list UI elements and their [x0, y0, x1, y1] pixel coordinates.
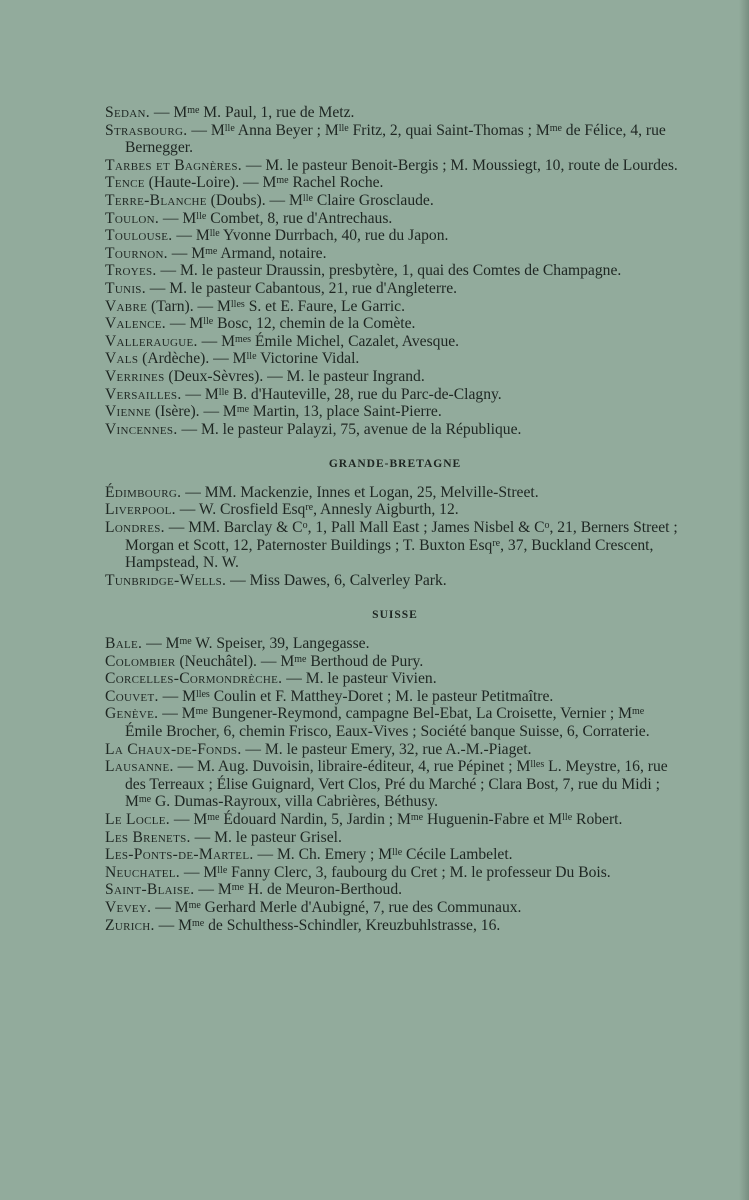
directory-entry	[105, 280, 685, 298]
entry-text: (Tarn). — $M^{lles}$ S. et E. Faure, Le Garric.	[147, 297, 406, 315]
section-heading: GRANDE-BRETAGNE	[328, 458, 462, 471]
directory-entry	[105, 705, 685, 740]
entry-text: — M. le pasteur Draussin, presbytère, 1, quai des Comtes de Champagne.	[156, 262, 622, 280]
entry-text: (Deux-Sèvres). — M. le pasteur Ingrand.	[164, 367, 425, 385]
directory-entry	[105, 386, 685, 404]
directory-entry	[105, 917, 685, 935]
directory-entry	[105, 572, 685, 590]
entry-text: — M. Aug. Duvoisin, libraire-éditeur, 4, rue Pépinet ; $M^{lles}$ L. Meystre, 16, rue des Terreaux ; Élise Guignard, Vert Clos, Pré du Marché ; Clara Bost, 7, rue du Midi ; $M^{me}$ G. Dumas-Rayroux, villa Cabrières, Béthusy.	[125, 758, 668, 811]
entry-text: — $M^{me}$ W. Speiser, 39, Langegasse.	[142, 635, 370, 653]
directory-entry	[105, 210, 685, 228]
entry-text: — $M^{lle}$ Anna Beyer ; $M^{lle}$ Fritz, 2, quai Saint-Thomas ; $M^{me}$ de Félice, 4, rue Bernegger.	[125, 121, 666, 157]
entry-text: — M. le pasteur Palayzi, 75, avenue de la République.	[177, 420, 522, 438]
directory-entry	[105, 122, 685, 157]
directory-entry	[105, 635, 685, 653]
entry-place: Londres.	[105, 519, 165, 537]
directory-entry	[105, 245, 685, 263]
entry-place: Lausanne.	[105, 758, 174, 776]
directory-entry	[105, 811, 685, 829]
entry-text: — $M^{lle}$ Combet, 8, rue d'Antrechaus.	[159, 209, 393, 227]
entry-text: — $M^{me}$ Armand, notaire.	[167, 244, 327, 262]
directory-entry	[105, 881, 685, 899]
directory-entry	[105, 104, 685, 122]
entry-text: — M. le pasteur Grisel.	[190, 828, 342, 846]
directory-entry	[105, 846, 685, 864]
section-heading: SUISSE	[372, 609, 418, 622]
entry-place: Valleraugue.	[105, 332, 198, 350]
directory-entry	[105, 157, 685, 175]
entry-place: Zurich.	[105, 916, 155, 934]
entry-place: Neuchatel.	[105, 863, 180, 881]
entry-place: Liverpool.	[105, 501, 176, 519]
entry-place: Tunis.	[105, 279, 146, 297]
entry-place: Édimbourg.	[105, 483, 182, 501]
entry-place: Les-Ponts-de-Martel.	[105, 846, 254, 864]
entry-place: Troyes.	[105, 262, 157, 280]
entry-place: La Chaux-de-Fonds.	[105, 740, 242, 758]
directory-entry	[105, 864, 685, 882]
directory-entry	[105, 741, 685, 759]
directory-listing	[105, 104, 685, 934]
entry-place: Tarbes et Bagnères.	[105, 156, 242, 174]
entry-place: Genève.	[105, 705, 159, 723]
entry-text: — $M^{me}$ H. de Meuron-Berthoud.	[194, 881, 403, 899]
entry-place: Les Brenets.	[105, 828, 191, 846]
directory-entry	[105, 298, 685, 316]
entry-place: Versailles.	[105, 385, 182, 403]
entry-place: Terre-Blanche	[105, 191, 207, 209]
entry-text: (Neuchâtel). — $M^{me}$ Berthoud de Pury.	[175, 652, 424, 670]
directory-entry	[105, 368, 685, 386]
directory-entry	[105, 262, 685, 280]
entry-place: Bale.	[105, 635, 143, 653]
entry-text: — M. le pasteur Vivien.	[282, 670, 437, 688]
entry-place: Tournon.	[105, 244, 168, 262]
entry-place: Saint-Blaise.	[105, 881, 195, 899]
entry-place: Vincennes.	[105, 420, 178, 438]
entry-place: Colombier	[105, 652, 176, 670]
entry-place: Vals	[105, 350, 139, 368]
entry-text: — MM. Barclay & $C^o$, 1, Pall Mall East ; James Nisbel & $C^o$, 21, Berners Street ; Morgan et Scott, 12, Paternoster Buildings ; T. Buxton Esq$^{re}$, 37, Buckland Crescent, Hampstead, N. W.	[125, 519, 678, 572]
entry-place: Vevey.	[105, 898, 152, 916]
entry-place: Toulon.	[105, 209, 160, 227]
directory-entry	[105, 350, 685, 368]
entry-place: Sedan.	[105, 104, 150, 121]
entry-text: (Haute-Loire). — $M^{me}$ Rachel Roche.	[144, 174, 384, 192]
directory-entry	[105, 670, 685, 688]
directory-entry	[105, 421, 685, 439]
entry-text: — MM. Mackenzie, Innes et Logan, 25, Melville-Street.	[181, 483, 539, 501]
directory-entry	[105, 333, 685, 351]
entry-text: — $M^{me}$ Gerhard Merle d'Aubigné, 7, rue des Communaux.	[151, 898, 522, 916]
directory-entry	[105, 519, 685, 572]
entry-place: Toulouse.	[105, 227, 173, 245]
directory-entry	[105, 899, 685, 917]
entry-place: Le Locle.	[105, 810, 170, 828]
entry-text: — $M^{me}$ Bungener-Reymond, campagne Bel-Ebat, La Croisette, Vernier ; $M^{me}$ Émile Brocher, 6, chemin Frisco, Eaux-Vives ; Société banque Suisse, 6, Corraterie.	[125, 705, 650, 740]
entry-place: Vabre	[105, 297, 148, 315]
entry-place: Valence.	[105, 315, 166, 333]
directory-entry	[105, 758, 685, 811]
entry-text: — M. le pasteur Emery, 32, rue A.-M.-Piaget.	[241, 740, 532, 758]
directory-entry	[105, 829, 685, 847]
entry-place: Strasbourg.	[105, 121, 188, 139]
directory-entry	[105, 192, 685, 210]
directory-entry	[105, 315, 685, 333]
directory-entry	[105, 653, 685, 671]
entry-text: — $M^{lle}$ Fanny Clerc, 3, faubourg du Cret ; M. le professeur Du Bois.	[180, 863, 611, 881]
entry-text: (Isère). — $M^{me}$ Martin, 13, place Saint-Pierre.	[151, 403, 442, 421]
entry-place: Couvet.	[105, 687, 159, 705]
directory-entry	[105, 174, 685, 192]
entry-text: — Miss Dawes, 6, Calverley Park.	[226, 571, 447, 589]
directory-entry	[105, 484, 685, 502]
entry-text: (Doubs). — $M^{lle}$ Claire Grosclaude.	[206, 191, 434, 209]
entry-text: — M. Ch. Emery ; $M^{lle}$ Cécile Lambelet.	[253, 846, 513, 864]
entry-place: Tunbridge-Wells.	[105, 571, 227, 589]
directory-entry	[105, 501, 685, 519]
entry-text: — $M^{lle}$ Yvonne Durrbach, 40, rue du Japon.	[172, 227, 449, 245]
directory-entry	[105, 227, 685, 245]
entry-text: — $M^{me}$ de Schulthess-Schindler, Kreuzbuhlstrasse, 16.	[154, 916, 501, 934]
entry-text: — $M^{lles}$ Coulin et F. Matthey-Doret ; M. le pasteur Petitmaître.	[158, 687, 554, 705]
entry-text: (Ardèche). — $M^{lle}$ Victorine Vidal.	[138, 350, 360, 368]
entry-place: Tence	[105, 174, 145, 192]
entry-text: — $M^{me}$ Édouard Nardin, 5, Jardin ; $M^{me}$ Huguenin-Fabre et $M^{lle}$ Robert.	[170, 810, 623, 828]
entry-place: Verrines	[105, 367, 165, 385]
directory-entry	[105, 688, 685, 706]
entry-text: — $M^{lle}$ B. d'Hauteville, 28, rue du Parc-de-Clagny.	[181, 385, 502, 403]
entry-text: — $M^{me}$ M. Paul, 1, rue de Metz.	[149, 104, 355, 121]
entry-place: Corcelles-Cormondrèche.	[105, 670, 283, 688]
entry-place: Vienne	[105, 403, 152, 421]
entry-text: — $M^{lle}$ Bosc, 12, chemin de la Comète.	[165, 315, 416, 333]
entry-text: — M. le pasteur Benoit-Bergis ; M. Moussiegt, 10, route de Lourdes.	[241, 156, 678, 174]
entry-text: — W. Crosfield Esq$^{re}$, Annesly Aigburth, 12.	[175, 501, 459, 519]
entry-text: — M. le pasteur Cabantous, 21, rue d'Angleterre.	[145, 279, 458, 297]
entry-text: — $M^{mes}$ Émile Michel, Cazalet, Avesque.	[197, 332, 460, 350]
directory-entry	[105, 403, 685, 421]
